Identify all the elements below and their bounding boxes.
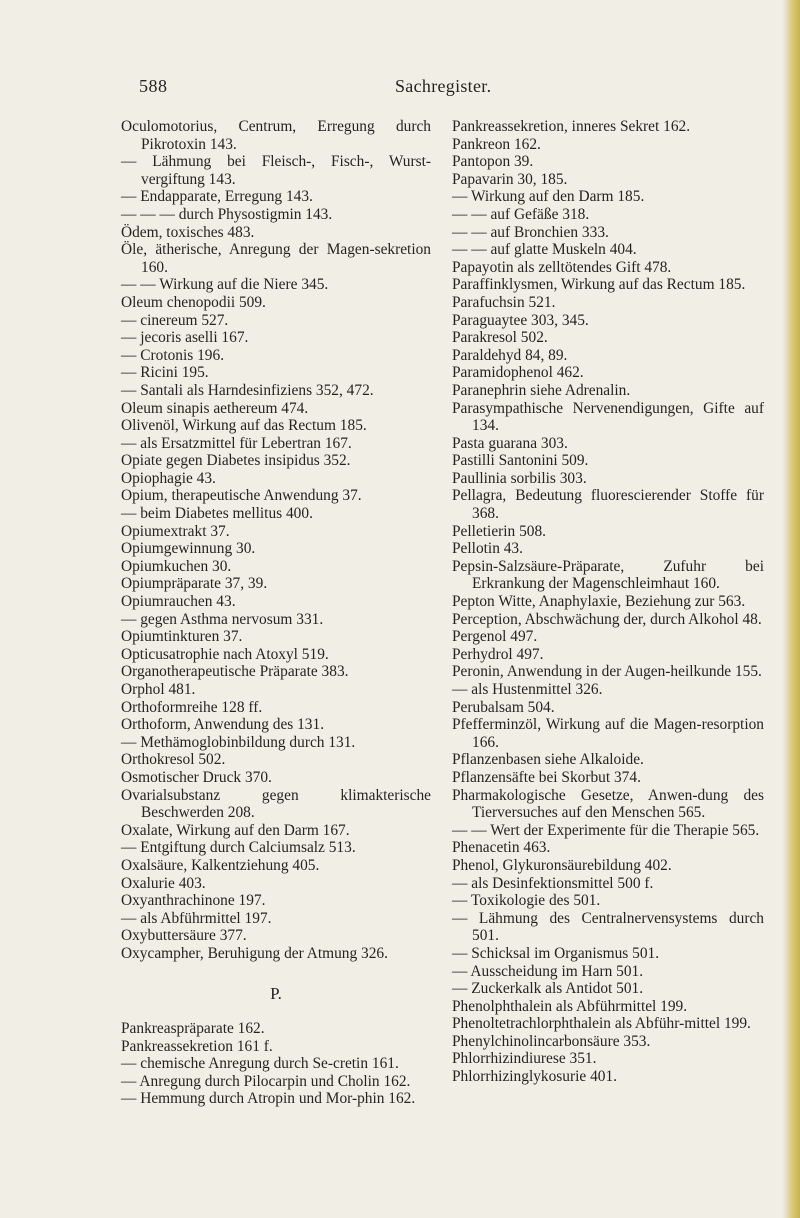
index-entry: Opiumpräparate 37, 39.: [121, 575, 268, 593]
left-column: [121, 118, 431, 1108]
index-entry: Orphol 481.: [121, 681, 196, 698]
index-entry: Papavarin 30, 185.: [452, 170, 568, 188]
index-entry: Oculomotorius, Centrum, Erregung durch Pikrotoxin 143.: [121, 118, 431, 153]
index-entry: Pfefferminzöl, Wirkung auf die Magen-resorption 166.: [452, 716, 764, 751]
index-entry: Parasympathische Nervenendigungen, Gifte auf 134.: [452, 399, 764, 435]
index-entry: Opiate gegen Diabetes insipidus 352.: [121, 452, 351, 470]
index-entry: Phenol, Glykuronsäurebildung 402.: [452, 856, 672, 874]
index-entry: — Crotonis 196.: [121, 346, 225, 364]
page-header: [0, 76, 800, 100]
index-entry: Paramidophenol 462.: [452, 364, 584, 382]
index-entry: Phlorrhizinglykosurie 401.: [452, 1068, 618, 1086]
index-entry: Peronin, Anwendung in der Augen-heilkunde 155.: [452, 663, 762, 681]
index-entry: Papayotin als zelltötendes Gift 478.: [452, 258, 672, 276]
index-entry: Pankreon 162.: [452, 135, 541, 153]
index-entry: — Santali als Harndesinfiziens 352, 472.: [121, 381, 374, 399]
index-entry: — Toxikologie des 501.: [452, 892, 601, 910]
index-entry: Pasta guarana 303.: [452, 434, 568, 452]
index-entry: Pellotin 43.: [452, 540, 523, 558]
index-entry: — als Desinfektionsmittel 500 f.: [452, 874, 654, 892]
index-entry: Pastilli Santonini 509.: [452, 452, 589, 470]
index-entry: Perubalsam 504.: [452, 698, 555, 716]
index-entry: — Methämoglobinbildung durch 131.: [121, 733, 356, 751]
index-entry: Pharmakologische Gesetze, Anwen-dung des Tierversuches auf den Menschen 565.: [452, 786, 764, 822]
index-entry: Pantopon 39.: [452, 153, 534, 171]
index-entry: Phenoltetrachlorphthalein als Abführ-mittel 199.: [452, 1015, 751, 1033]
index-entry: Opticusatrophie nach Atoxyl 519.: [121, 645, 329, 663]
index-entry: Oxybuttersäure 377.: [121, 927, 247, 945]
index-entry: — Lähmung bei Fleisch-, Fisch-, Wurst-vergiftung 143.: [121, 153, 431, 188]
index-entry: Paraguaytee 303, 345.: [452, 311, 589, 329]
index-entry: Pepton Witte, Anaphylaxie, Beziehung zur 563.: [452, 593, 746, 611]
index-entry: — Ricini 195.: [121, 364, 209, 382]
index-entry: — Lähmung des Centralnervensystems durch 501.: [452, 909, 764, 945]
index-entry: Opiumrauchen 43.: [121, 593, 236, 611]
index-entry: Opiumkuchen 30.: [121, 557, 232, 575]
index-entry: Oxalate, Wirkung auf den Darm 167.: [121, 821, 350, 839]
index-entry: — chemische Anregung durch Se-cretin 161.: [121, 1055, 399, 1073]
index-entry: Pelletierin 508.: [452, 522, 547, 540]
running-head: Sachregister.: [395, 76, 492, 96]
index-entry: — als Abführmittel 197.: [121, 909, 272, 927]
index-entry: — beim Diabetes mellitus 400.: [121, 505, 313, 523]
right-column: [452, 118, 764, 1086]
index-entry: Paraldehyd 84, 89.: [452, 346, 568, 364]
index-entry: Olivenöl, Wirkung auf das Rectum 185.: [121, 417, 367, 435]
index-entry: Phenacetin 463.: [452, 839, 551, 857]
index-entry: Pflanzensäfte bei Skorbut 374.: [452, 768, 641, 786]
index-entry: Pankreaspräparate 162.: [121, 1020, 265, 1038]
index-entry: — — auf Bronchien 333.: [452, 223, 609, 241]
index-entry: Perhydrol 497.: [452, 645, 544, 663]
index-entry: — — Wirkung auf die Niere 345.: [121, 276, 329, 294]
index-entry: — als Ersatzmittel für Lebertran 167.: [121, 434, 352, 452]
index-entry: Parafuchsin 521.: [452, 293, 556, 311]
index-entry: Osmotischer Druck 370.: [121, 768, 272, 786]
index-entry: Opium, therapeutische Anwendung 37.: [121, 487, 362, 505]
index-entry: Pankreassekretion, inneres Sekret 162.: [452, 118, 691, 135]
index-entry: Opiumextrakt 37.: [121, 522, 230, 540]
index-entry: Ödem, toxisches 483.: [121, 223, 255, 241]
right-entries: [452, 118, 764, 1086]
index-entry: — als Hustenmittel 326.: [452, 681, 603, 698]
index-entry: Parakresol 502.: [452, 329, 548, 347]
index-entry: — — auf Gefäße 318.: [452, 205, 590, 223]
index-entry: Organotherapeutische Präparate 383.: [121, 663, 349, 681]
index-entry: Phenylchinolincarbonsäure 353.: [452, 1032, 651, 1050]
index-entry: Oxycampher, Beruhigung der Atmung 326.: [121, 944, 388, 962]
section-letter: P.: [270, 983, 282, 1003]
index-entry: — Hemmung durch Atropin und Mor-phin 162.: [121, 1090, 416, 1108]
page-edge: [782, 0, 800, 1218]
index-entry: Phlorrhizindiurese 351.: [452, 1050, 597, 1068]
index-entry: — Endapparate, Erregung 143.: [121, 188, 313, 206]
index-entry: Opiumtinkturen 37.: [121, 628, 243, 646]
index-entry: — Entgiftung durch Calciumsalz 513.: [121, 839, 356, 857]
index-entry: Ovarialsubstanz gegen klimakterische Beschwerden 208.: [121, 786, 431, 822]
index-entry: — jecoris aselli 167.: [121, 329, 249, 347]
left-entries-after: [121, 1020, 431, 1108]
index-entry: Oxalurie 403.: [121, 874, 206, 892]
page-number: 588: [139, 76, 168, 96]
index-entry: Phenolphthalein als Abführmittel 199.: [452, 997, 688, 1015]
index-entry: — Ausscheidung im Harn 501.: [452, 962, 644, 980]
index-entry: Paraffinklysmen, Wirkung auf das Rectum 185.: [452, 276, 746, 294]
index-entry: Oxyanthrachinone 197.: [121, 892, 266, 910]
index-entry: — Zuckerkalk als Antidot 501.: [452, 980, 644, 998]
index-entry: Paranephrin siehe Adrenalin.: [452, 381, 631, 399]
index-entry: Orthoform, Anwendung des 131.: [121, 716, 325, 734]
index-entry: — gegen Asthma nervosum 331.: [121, 610, 324, 628]
index-entry: Öle, ätherische, Anregung der Magen-sekretion 160.: [121, 241, 431, 276]
index-entry: — Schicksal im Organismus 501.: [452, 944, 660, 962]
index-entry: Oxalsäure, Kalkentziehung 405.: [121, 856, 320, 874]
index-entry: Opiumgewinnung 30.: [121, 540, 256, 558]
index-entry: Orthoformreihe 128 ff.: [121, 698, 263, 716]
index-entry: Pellagra, Bedeutung fluorescierender Stoffe für 368.: [452, 487, 764, 523]
index-entry: Opiophagie 43.: [121, 469, 216, 487]
index-entry: — — auf glatte Muskeln 404.: [452, 241, 637, 259]
index-entry: Pflanzenbasen siehe Alkaloide.: [452, 751, 644, 769]
index-entry: — cinereum 527.: [121, 311, 229, 329]
index-entry: — Wirkung auf den Darm 185.: [452, 188, 645, 206]
index-entry: — — Wert der Experimente für die Therapie 565.: [452, 821, 760, 839]
left-entries-before: [121, 118, 431, 963]
index-entry: — — — durch Physostigmin 143.: [121, 205, 333, 223]
index-entry: Oleum sinapis aethereum 474.: [121, 399, 309, 417]
index-entry: Oleum chenopodii 509.: [121, 293, 266, 311]
index-entry: Pepsin-Salzsäure-Präparate, Zufuhr bei Erkrankung der Magenschleimhaut 160.: [452, 557, 764, 593]
index-entry: Paullinia sorbilis 303.: [452, 469, 587, 487]
index-entry: Pankreassekretion 161 f.: [121, 1037, 273, 1055]
index-entry: Pergenol 497.: [452, 628, 538, 646]
index-entry: Perception, Abschwächung der, durch Alkohol 48.: [452, 610, 762, 628]
index-entry: — Anregung durch Pilocarpin und Cholin 162.: [121, 1072, 411, 1090]
index-entry: Orthokresol 502.: [121, 751, 226, 769]
